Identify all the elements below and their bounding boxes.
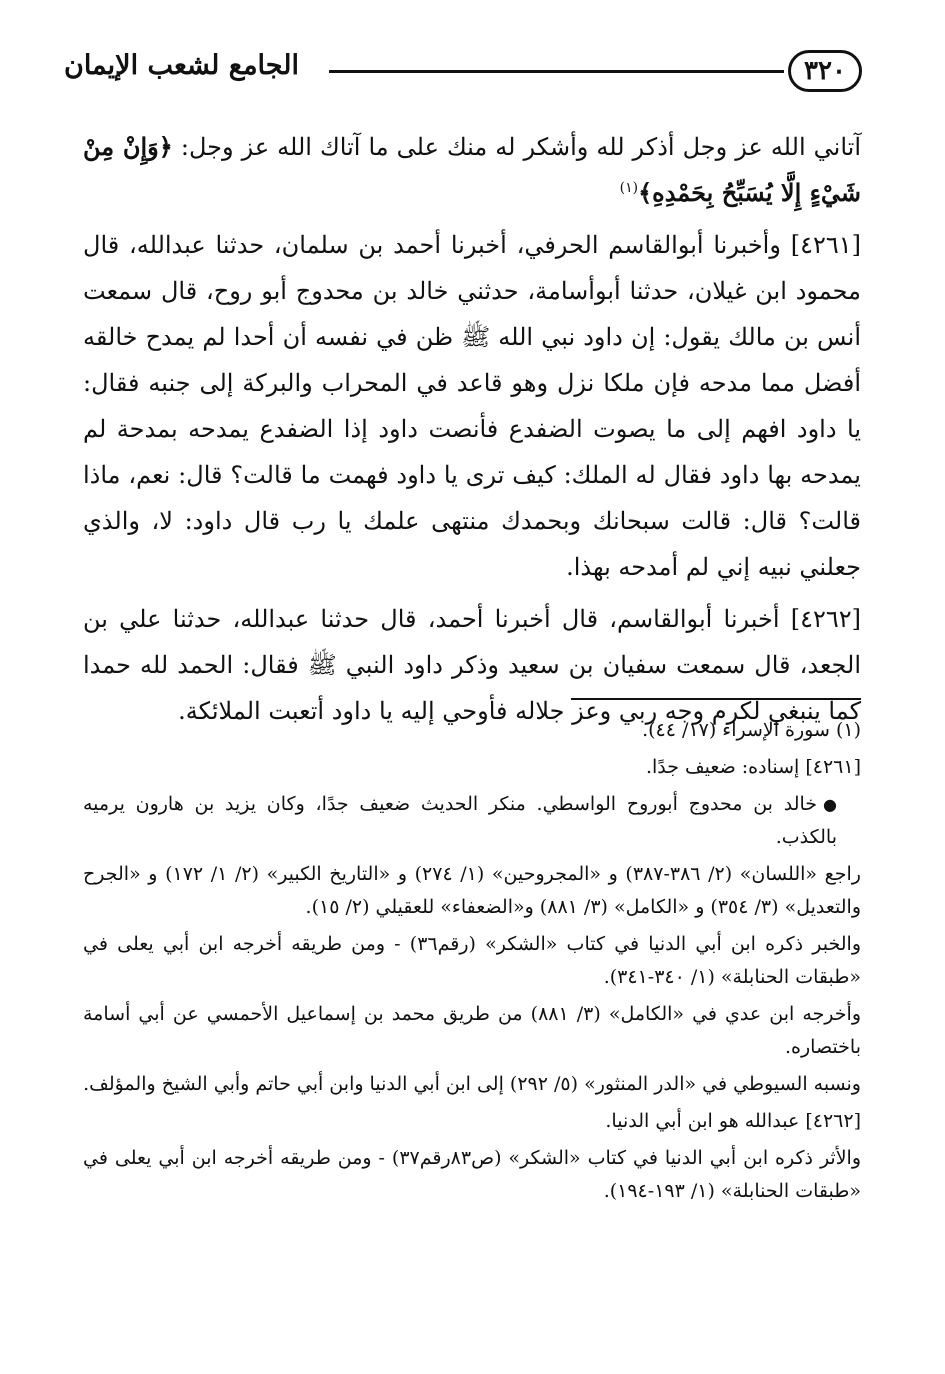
header-rule bbox=[329, 70, 784, 73]
footnote-1: (١) سورة الإسراء (١٧/ ٤٤). bbox=[642, 719, 861, 741]
footnotes bbox=[83, 714, 861, 1212]
footnote-references: راجع «اللسان» (٢/ ٣٨٦-٣٨٧) و «المجروحين» (١/ ٢٧٤) و «التاريخ الكبير» (٢/ ١/ ١٧٢) و «الجرح والتعديل» (٣/ ٣٥٤) و «الكامل» (٣/ ٨٨١) و«الضعفاء» للعقيلي (٢/ ١٥). bbox=[83, 863, 861, 918]
footnote-separator bbox=[571, 698, 861, 700]
footnote-source-shukr: والخبر ذكره ابن أبي الدنيا في كتاب «الشكر» (رقم٣٦) - ومن طريقه أخرجه ابن أبي يعلى في «طبقات الحنابلة» (١/ ٣٤٠-٣٤١). bbox=[83, 933, 861, 988]
footnote-narrator bbox=[83, 788, 861, 854]
footnote-source-durr: ونسبه السيوطي في «الدر المنثور» (٥/ ٢٩٢) إلى ابن أبي الدنيا وابن أبي حاتم وأبي الشيخ والمؤلف. bbox=[83, 1073, 861, 1095]
footnote-narrator-text: خالد بن محدوج أبوروح الواسطي. منكر الحديث ضعيف جدًا، وكان يزيد بن هارون يرميه بالكذب. bbox=[83, 793, 837, 848]
page-number: ٣٢٠ bbox=[788, 50, 862, 92]
paragraph-intro bbox=[83, 124, 861, 216]
running-title: الجامع لشعب الإيمان bbox=[64, 50, 299, 81]
footnote-4262: [٤٢٦٢] عبدالله هو ابن أبي الدنيا. bbox=[605, 1110, 861, 1132]
footnote-athar: والأثر ذكره ابن أبي الدنيا في كتاب «الشكر» (ص٨٣رقم٣٧) - ومن طريقه أخرجه ابن أبي يعلى في «طبقات الحنابلة» (١/ ١٩٣-١٩٤). bbox=[83, 1147, 862, 1202]
footnote-4261-grade: [٤٢٦١] إسناده: ضعيف جدًا. bbox=[645, 756, 861, 778]
footnote-source-kamil: وأخرجه ابن عدي في «الكامل» (٣/ ٨٨١) من طريق محمد بن إسماعيل الأحمسي عن أبي أسامة باختصاره. bbox=[83, 1003, 861, 1058]
bullet-icon: ● bbox=[823, 795, 837, 814]
page-header bbox=[62, 44, 862, 104]
footnote-ref: (١) bbox=[619, 180, 639, 196]
intro-text: آتاني الله عز وجل أذكر لله وأشكر له منك على ما آتاك الله عز وجل: bbox=[180, 133, 861, 161]
quran-verse: ﴿وَإِنْ مِنْ شَيْءٍ إِلَّا يُسَبِّحُ بِحَمْدِهِ﴾ bbox=[83, 132, 861, 207]
hadith-4261: [٤٢٦١] وأخبرنا أبوالقاسم الحرفي، أخبرنا أحمد بن سلمان، حدثنا عبدالله، قال محمود ابن غيلان، حدثنا أبوأسامة، حدثني خالد بن محدوج أبو روح، قال سمعت أنس بن مالك يقول: إن داود نبي الله ﷺ ظن في نفسه أن أحدا لم يمدح خالقه أفضل مما مدحه فإن ملكا نزل وهو قاعد في المحراب والبركة إلى جنبه فقال: يا داود افهم إلى ما يصوت الضفدع فأنصت داود إذا الضفدع يمدحه بمدحة لم يمدحه بها داود فقال له الملك: كيف ترى يا داود فهمت ما قالت؟ قال: نعم، ماذا قالت؟ قال: قالت سبحانك وبحمدك منتهى علمك يا رب قال داود: لا، والذي جعلني نبيه إني لم أمدحه بهذا. bbox=[83, 231, 862, 581]
main-text bbox=[83, 124, 861, 740]
hadith-4262: [٤٢٦٢] أخبرنا أبوالقاسم، قال أخبرنا أحمد، قال حدثنا عبدالله، حدثنا علي بن الجعد، قال سمعت سفيان بن سعيد وذكر داود النبي ﷺ فقال: الحمد لله حمدا كما ينبغي لكرم وجه ربي وعز جلاله فأوحي إليه يا داود أتعبت الملائكة. bbox=[83, 605, 861, 725]
